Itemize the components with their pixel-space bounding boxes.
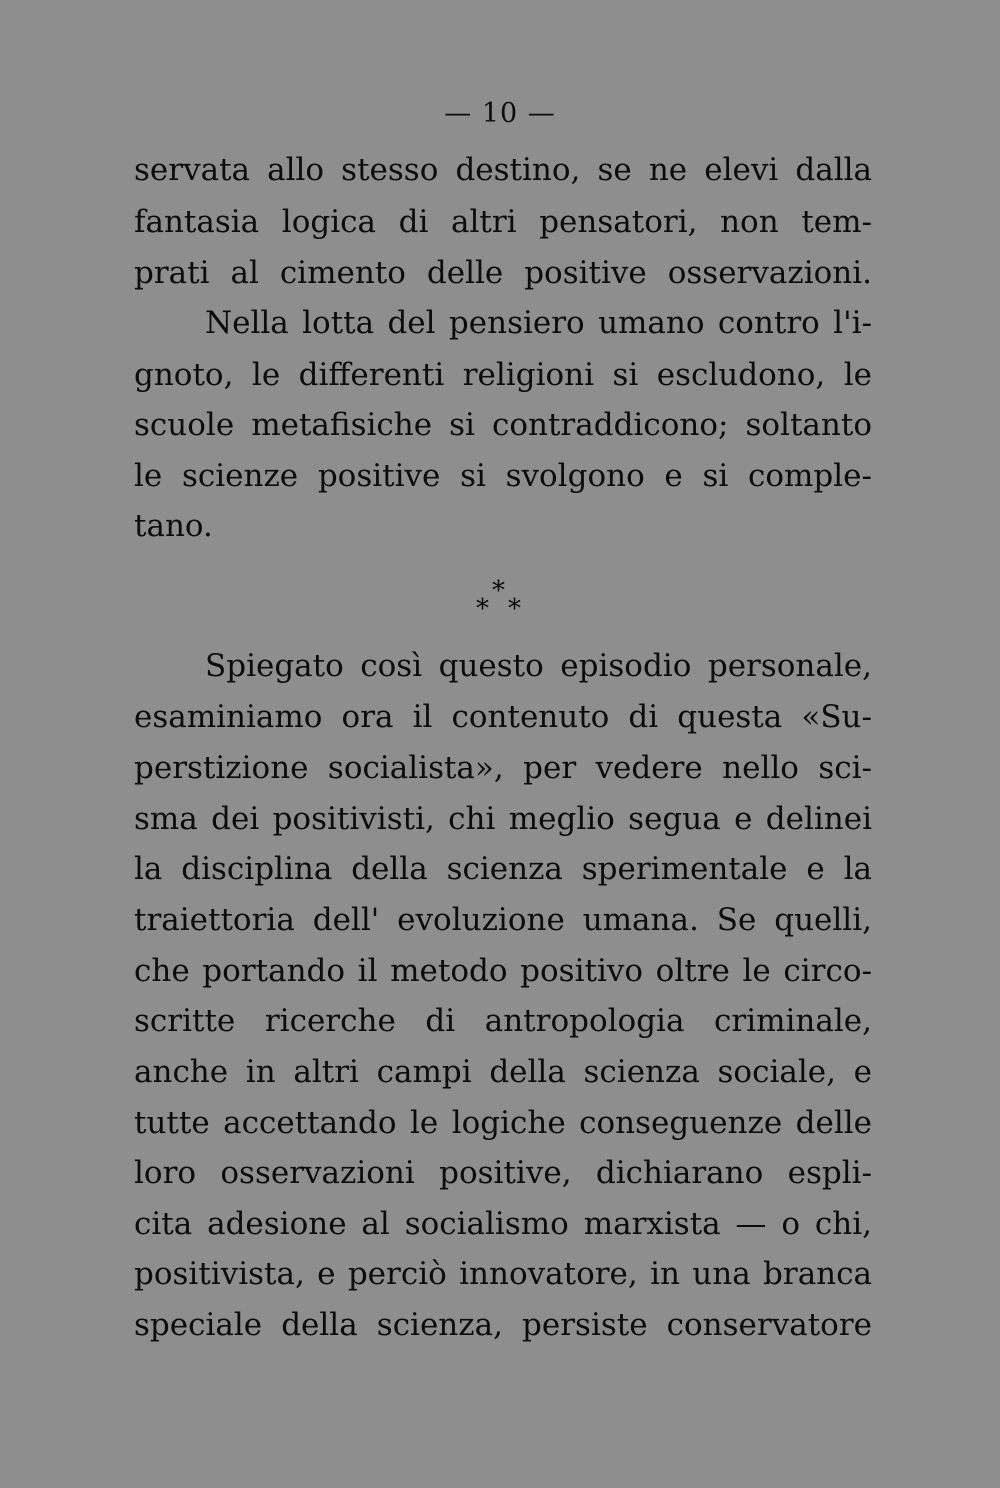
page-number: — 10 — — [444, 98, 556, 129]
text-line: cita adesione al socialismo marxista — o chi, — [134, 1206, 872, 1242]
text-line: servata allo stesso destino, se ne elevi dalla — [134, 152, 872, 188]
text-line: fantasia logica di altri pensatori, non tem- — [134, 204, 872, 240]
text-line: prati al cimento delle positive osservazioni. — [134, 255, 872, 291]
asterisk: * — [492, 576, 505, 606]
text-line: Spiegato così questo episodio personale, — [205, 648, 872, 684]
text-line: esaminiamo ora il contenuto di questa «Su- — [134, 699, 872, 735]
text-line: positivista, e perciò innovatore, in una branca — [134, 1256, 872, 1292]
text-line: scuole metafisiche si contraddicono; soltanto — [134, 407, 872, 443]
text-line: gnoto, le differenti religioni si escludono, le — [134, 357, 872, 393]
section-break-asterism — [470, 576, 540, 626]
text-line: anche in altri campi della scienza sociale, e — [134, 1054, 872, 1090]
text-line: Nella lotta del pensiero umano contro l'i- — [205, 305, 872, 341]
text-line: scritte ricerche di antropologia criminale, — [134, 1003, 872, 1039]
text-line: le scienze positive si svolgono e si comple- — [134, 458, 872, 494]
text-line: loro osservazioni positive, dichiarano espli- — [134, 1155, 872, 1191]
text-line: traiettoria dell' evoluzione umana. Se quelli, — [134, 902, 872, 938]
text-line: tano. — [134, 508, 213, 544]
text-line: speciale della scienza, persiste conservatore — [134, 1307, 872, 1343]
text-line: la disciplina della scienza sperimentale e la — [134, 851, 872, 887]
asterisk: * — [508, 594, 521, 624]
text-line: perstizione socialista», per vedere nello sci- — [134, 750, 872, 786]
asterisk: * — [476, 594, 489, 624]
text-line: che portando il metodo positivo oltre le circo- — [134, 953, 872, 989]
text-line: tutte accettando le logiche conseguenze delle — [134, 1105, 872, 1141]
text-line: sma dei positivisti, chi meglio segua e delinei — [134, 801, 872, 837]
